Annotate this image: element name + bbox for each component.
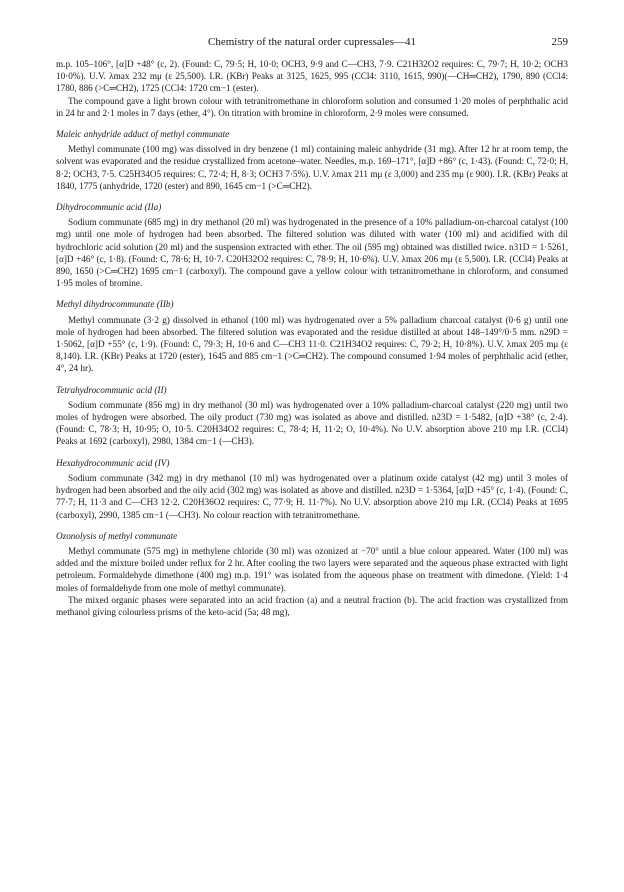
paragraph: Sodium communate (342 mg) in dry methanol (10 ml) was hydrogenated over a platinum oxide catalyst (42 mg) until 3 moles of hydrogen had been absorbed and the oily acid (302 mg) was isolated as above and distilled. n23D = 1·5364, [α]D +45° (c, 1·4). (Found: C, 77·7; H, 11·3 and C—CH3 12·2. C20H36O2 requires: C, 77·9; H. 11·7%). No U.V. absorption above 210 mμ I.R. (CCl4) Peaks at 1695 (carboxyl), 2990, 1385 cm−1 (—CH3). No colour reaction with tetranitromethane.	[56, 472, 568, 520]
section-heading-dihydrocommunic-acid: Dihydrocommunic acid (IIa)	[56, 202, 162, 213]
section-heading-tetrahydrocommunic-acid: Tetrahydrocommunic acid (II)	[56, 384, 167, 395]
running-title: Chemistry of the natural order cupressales—41	[207, 36, 417, 48]
paragraph: Sodium communate (685 mg) in dry methanol (20 ml) was hydrogenated in the presence of a 10% palladium-on-charcoal catalyst (100 mg) until one mole of hydrogen had been absorbed. The filtered solution was diluted with water (100 ml) and acidified with dil hydrochloric acid solution (20 ml) and the suspension extracted with ether. The oil (595 mg) obtained was distilled twice. n31D = 1·5261, [α]D +46° (c, 1·8). (Found: C, 78·6; H, 10·7. C20H32O2 requires: C, 78·9; H, 10·6%). U.V. λmax 206 mμ (ε 5,500). I.R. (CCl4) Peaks at 890, 1650 (>C═CH2) 1695 cm−1 (carboxyl). The compound gave a yellow colour with tetranitromethane in chloroform, and consumed 1·95 moles of bromine.	[56, 217, 568, 289]
paragraph: Methyl communate (3·2 g) dissolved in ethanol (100 ml) was hydrogenated over a 5% palladium charcoal catalyst (0·6 g) until one mole of hydrogen had been absorbed. The filtered solution was evaporated and the residue distilled at about 148–149°/0·5 mm. n29D = 1·5062, [α]D +55° (c, 1·9). (Found: C, 79·3; H, 10·6 and C—CH3 11·0. C21H34O2 requires: C, 79·2; H, 10·8%). U.V. λmax 205 mμ (ε 8,140). I.R. (KBr) Peaks at 1720 (ester), 1645 and 885 cm−1 (>C═CH2). The compound consumed 1·94 moles of perphthalic acid (ether, 4°, 24 hr).	[56, 314, 568, 374]
journal-page	[56, 36, 568, 618]
paragraph: The compound gave a light brown colour with tetranitromethane in chloroform solution and consumed 1·20 moles of perphthalic acid in 24 hr and 2·1 moles in 7 days (ether, 4°). On titration with bromine in chloroform, 2·9 moles were consumed.	[56, 95, 568, 118]
section-heading-ozonolysis: Ozonolysis of methyl communate	[56, 530, 178, 541]
section-heading-hexahydrocommunic-acid: Hexahydrocommunic acid (IV)	[56, 457, 170, 468]
paragraph: Methyl communate (575 mg) in methylene chloride (30 ml) was ozonized at −70° until a blue colour appeared. Water (100 ml) was added and the mixture boiled under reflux for 2 hr. After cooling the two layers were separated and the aqueous phase extracted with light petroleum. Formaldehyde dimethone (400 mg) m.p. 191° was isolated from the aqueous phase on treatment with dimedone. (Yield: 1·4 moles of formaldehyde from one mole of methyl communate).	[56, 545, 568, 593]
paragraph: Methyl communate (100 mg) was dissolved in dry benzene (1 ml) containing maleic anhydride (31 mg). After 12 hr at room temp, the solvent was evaporated and the residue crystallized from acetone–water. Needles, m.p. 169–171°, [α]D +86° (c, 1·43). (Found: C, 72·0; H, 8·2; OCH3, 7·5. C25H34O5 requires: C, 72·4; H, 8·3; OCH3 7·5%). U.V. λmax 211 mμ (ε 3,000) and 235 mμ (ε 900). I.R. (KBr) Peaks at 1840, 1775 (anhydride, 1720 (ester) and 890, 1645 cm−1 (>C═CH2).	[56, 144, 568, 191]
section-heading-maleic-adduct: Maleic anhydride adduct of methyl communate	[56, 129, 230, 140]
article-body	[56, 58, 568, 618]
running-head	[56, 36, 568, 58]
paragraph-continued: m.p. 105–106°, [α]D +48° (c, 2). (Found: C, 79·5; H, 10·0; OCH3, 9·9 and C—CH3, 7·9. C21H32O2 requires: C, 79·7; H, 10·2; OCH3 10·0%). U.V. λmax 232 mμ (ε 25,500). I.R. (KBr) Peaks at 3125, 1625, 995 (CCl4: 3110, 1615, 990)(—CH═CH2), 1790, 890 (CCl4: 1780, 886 (>C═CH2), 1725 (CCl4: 1720 cm−1 (ester).	[56, 59, 568, 94]
section-heading-methyl-dihydrocommunate: Methyl dihydrocommunate (IIb)	[56, 299, 174, 310]
page-number: 259	[551, 36, 568, 48]
paragraph: Sodium communate (856 mg) in dry methanol (30 ml) was hydrogenated over a 10% palladium-charcoal catalyst (220 mg) until two moles of hydrogen were absorbed. The oily product (730 mg) was isolated as above and distilled. n23D = 1·5482, [α]D +38° (c, 2·4). (Found: C, 78·3; H, 10·95; O, 10·5. C20H34O2 requires: C, 78·4; H, 11·2; O, 10·4%). No U.V. absorption above 210 mμ I.R. (CCl4) Peaks at 1692 (carboxyl), 2980, 1384 cm−1 (—CH3).	[56, 399, 568, 447]
paragraph: The mixed organic phases were separated into an acid fraction (a) and a neutral fraction (b). The acid fraction was crystallized from methanol giving colourless prisms of the keto-acid (5a; 48 mg),	[56, 594, 568, 617]
